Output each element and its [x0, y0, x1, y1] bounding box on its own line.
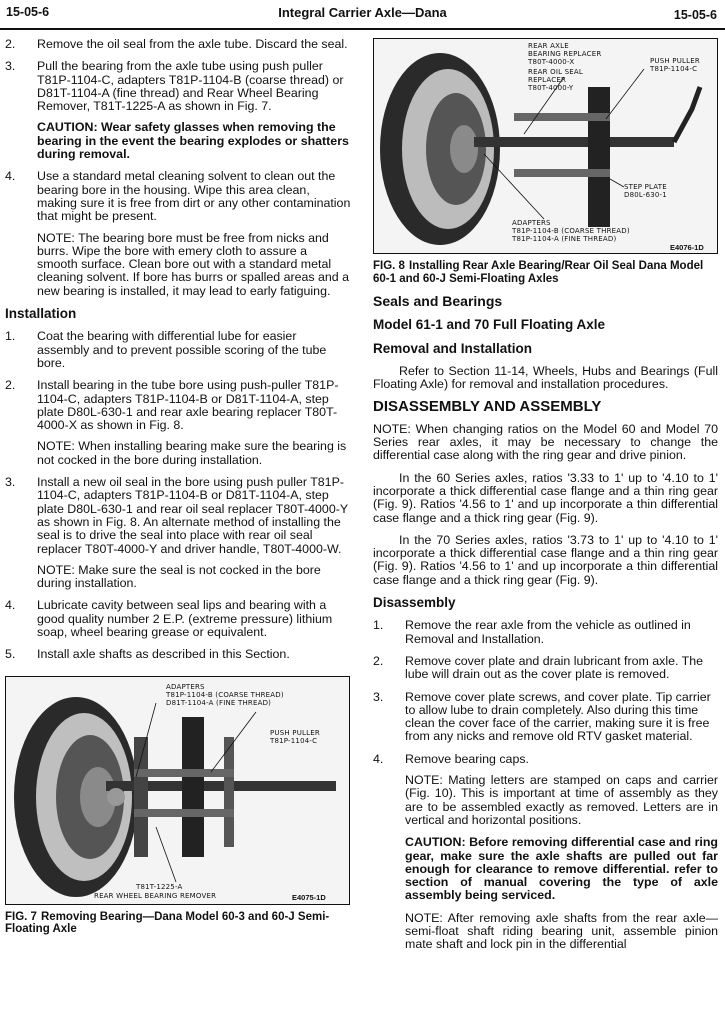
- section-heading: Model 61-1 and 70 Full Floating Axle: [373, 317, 606, 333]
- note-text: NOTE: Make sure the seal is not cocked in the bore during installation.: [37, 562, 321, 591]
- page-title: Integral Carrier Axle—Dana: [278, 5, 447, 20]
- page-number-right: 15-05-6: [673, 8, 717, 22]
- list-item: 5. Install axle shafts as described in this Section.: [5, 647, 290, 662]
- section-heading: Disassembly: [373, 595, 456, 611]
- list-item: 1. Remove the rear axle from the vehicle as outlined in Removal and Installation.: [373, 618, 691, 646]
- section-heading: Installation: [5, 306, 77, 322]
- list-item: 4. Remove bearing caps. NOTE: Mating letters are stamped on caps and carrier (Fig. 10). This is important at time of assembly as they are to be assembled exactly as removed. Letters are in vertical and horizontal positions. CAUTION: Before removing differential case and ring gear, make sure the axle shafts are pulled out far enough for clearance to remove differential. refer to section of manual covering the type of axle assembly being serviced. NOTE: After removing axle shafts from the rear axle—semi-float shaft riding bearing unit, assemble pinion mate shaft and lock pin in the differential: [373, 751, 718, 952]
- list-item: 3. Install a new oil seal in the bore using push puller T81P-1104-C, adapters T81P-1104-B or D81T-1104-A, step plate D80L-630-1 and rear oil seal replacer T80T-4000-Y as shown in Fig. 8. An alternate method of installing the seal is to drive the seal into place with rear oil seal replacer T80T-4000-Y and driver handle, T80T-4000-W. NOTE: Make sure the seal is not cocked in the bore during installation.: [5, 476, 351, 590]
- page-number-left: 15-05-6: [6, 5, 50, 19]
- note-text: NOTE: Mating letters are stamped on caps and carrier (Fig. 10). This is important at time of assembly as they are to be assembled exactly as removed. Letters are in vertical and horizontal positions.: [405, 773, 718, 827]
- section-heading: DISASSEMBLY AND ASSEMBLY: [373, 398, 602, 416]
- list-item: 4. Use a standard metal cleaning solvent to clean out the bearing bore in the housing. Wipe this area clean, making sure it is free from dirt or any other contamination that might be present. NOTE: The bearing bore must be free from nicks and burrs. Wipe the bore with emery cloth to assure a smooth surface. Clean bore out with a standard metal cleaning solvent. If bore has burrs or spalled areas and a new bearing is installed, it may lead to early fatiguing.: [5, 169, 351, 298]
- figure-7-caption: FIG. 7 Removing Bearing—Dana Model 60-3 and 60-J Semi-Floating Axle: [5, 910, 330, 936]
- note-text: NOTE: After removing axle shafts from the rear axle—semi-float shaft riding bearing unit, assemble pinion mate shaft and lock pin in the differential: [405, 910, 718, 952]
- left-column: [5, 38, 351, 936]
- paragraph: In the 60 Series axles, ratios '3.33 to 1' up to '4.10 to 1' incorporate a thick differential case flange and a thin ring gear (Fig. 9). Ratios '4.56 to 1' and up incorporate a thin differential case flange and a thick ring gear (Fig. 9).: [373, 470, 718, 525]
- note-text: NOTE: When changing ratios on the Model 60 and Model 70 Series rear axles, it may be necessary to change the differential case along with the ring gear and drive pinion.: [373, 421, 718, 463]
- bearing-remover-photo: [6, 677, 349, 904]
- figure-8-caption: FIG. 8 Installing Rear Axle Bearing/Rear Oil Seal Dana Model 60-1 and 60-J Semi-Floating Axles: [373, 260, 704, 285]
- figure-7-illustration: ADAPTERS T81P-1104-B (COARSE THREAD) D81T-1104-A (FINE THREAD) PUSH PULLER T81P-1104-C T81T-1225-A REAR WHEEL BEARING REMOVER E4075-1D: [5, 676, 350, 905]
- note-text: NOTE: When installing bearing make sure the bearing is not cocked in the bore during installation.: [37, 439, 347, 467]
- figure-8-illustration: REAR AXLE BEARING REPLACER T80T-4000-X REAR OIL SEAL REPLACER T80T-4000-Y PUSH PULLER T81P-1104-C STEP PLATE D80L-630-1 ADAPTERS T81P-1104-B (COARSE THREAD) T81P-1104-A (FINE THREAD) E4076-1D: [373, 38, 718, 254]
- paragraph: Refer to Section 11-14, Wheels, Hubs and Bearings (Full Floating Axle) for removal and installation procedures.: [373, 363, 718, 392]
- caution-text: CAUTION: Wear safety glasses when removing the bearing in the event the bearing explodes or shatters during removal.: [37, 120, 349, 162]
- list-item: 4. Lubricate cavity between seal lips and bearing with a good quality number 2 E.P. (extreme pressure) lithium soap, wheel bearing grease or equivalent.: [5, 598, 333, 639]
- list-item: 2. Install bearing in the tube bore using push-puller T81P-1104-C, adapters T81P-1104-B or D81T-1104-A, step plate D80L-630-1 and rear axle bearing replacer T80T-4000-X as shown in Fig. 8. NOTE: When installing bearing make sure the bearing is not cocked in the bore during installation.: [5, 379, 351, 467]
- list-item: 3. Pull the bearing from the axle tube using push puller T81P-1104-C, adapters T81P-1104-B (coarse thread) or D81T-1104-A (fine thread) and Rear Wheel Bearing Remover, T81T-1225-A as shown in Fig. 7. CAUTION: Wear safety glasses when removing the bearing in the event the bearing explodes or shatters during removal.: [5, 60, 351, 161]
- list-item: 2. Remove the oil seal from the axle tube. Discard the seal.: [5, 37, 348, 51]
- page-header: [0, 0, 725, 30]
- note-text: NOTE: The bearing bore must be free from nicks and burrs. Wipe the bore with emery cloth to assure a smooth surface. Clean bore out with a standard metal cleaning solvent. If bore has burrs or spalled areas and a new bearing is installed, it may lead to early fatiguing.: [37, 230, 350, 298]
- section-heading: Seals and Bearings: [373, 293, 503, 309]
- right-column: [373, 38, 718, 961]
- section-heading: Removal and Installation: [373, 340, 533, 356]
- caution-text: CAUTION: Before removing differential case and ring gear, make sure the axle shafts are pulled out far enough for clearance to remove differential. refer to section of manual covering the type of axle assembly being serviced.: [405, 835, 718, 903]
- list-item: 1. Coat the bearing with differential lube for easier assembly and to prevent possible scoring of the tube bore.: [5, 329, 327, 370]
- paragraph: In the 70 Series axles, ratios '3.73 to 1' up to '4.10 to 1' incorporate a thick differential case flange and a thin ring gear (Fig. 9). Ratios '4.56 to 1' and up incorporate a thin differential case flange and a thick ring gear (Fig. 9).: [373, 532, 718, 587]
- list-item: 2. Remove cover plate and drain lubricant from axle. The lube will drain out as the cover plate is removed.: [373, 653, 703, 682]
- list-item: 3. Remove cover plate screws, and cover plate. Tip carrier to allow lube to drain completely. Also during this time clean the cover face of the carrier, making sure it is free from any nicks and remove old RTV gasket material.: [373, 689, 711, 744]
